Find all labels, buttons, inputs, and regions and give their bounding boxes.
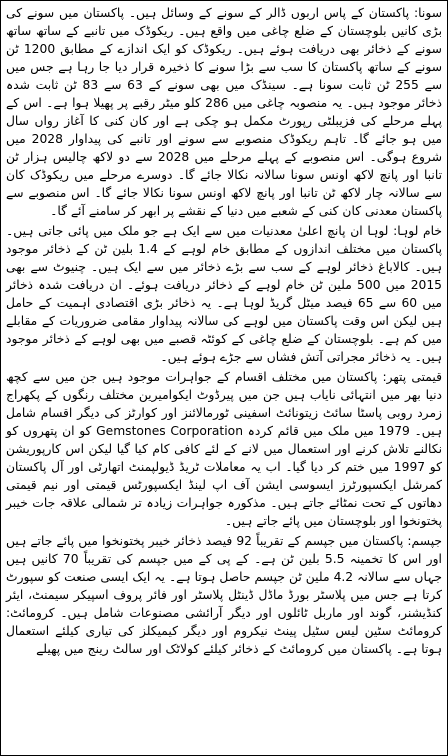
paragraph-gemstones: قیمتی پتھر: پاکستان میں مختلف اقسام کے جواہرات موجود ہیں جن میں سے کچھ دنیا بھر میں انتہائی نایاب ہیں جن میں پیرڈوٹ ایکوامیرین مختلف رنگوں کے پکھراج زمرد روبی پاسٹا سائٹ زیتونائٹ اسفینی ٹورمالائنز اور کوارٹز کی دیگر اقسام شامل ہیں۔ 1979 میں ملک میں قائم کردہ Gemstones Corporation کو ان پتھروں کو نکالنے تلاش کرنے اور استعمال میں لانے کے لئے کافی کام کیا گیا لیکن اس کارپوریشن کو 1997 میں ختم کر دیا گیا۔ اب یہ معاملات ٹریڈ ڈیولپمنٹ اتھارٹی اور آل پاکستان کمرشل ایکسپورٹرز ایسوسی ایشن آف اپ لینڈ ایکسپورٹس قیمتی اور نیم قیمتی دھاتوں کے تحت نمٹائے جاتے ہیں۔ مذکورہ جواہرات زیادہ تر شمالی علاقہ جات خیبر پختونخوا اور بلوچستان میں پائے جاتے ہیں۔ bbox=[6, 370, 442, 528]
paragraph-gold: سونا: پاکستان کے پاس اربوں ڈالر کے سونے کے وسائل ہیں۔ پاکستان میں سونے کی بڑی کانیں بلوچستان کے ضلع چاغی میں واقع ہیں۔ ریکوڈک میں تانبے کے ساتھ ساتھ سونے کے ذخائر بھی دریافت ہوئے ہیں۔ ریکوڈک کو ایک اندازے کے مطابق 1200 ٹن سونے کے ساتھ پاکستان کا سب سے بڑا سونے کا ذخیرہ قرار دیا جا رہا ہے جس میں سے 255 ٹن ثابت سونا ہے۔ سینڈک میں بھی سونے کے 63 سے 83 ٹن ثابت شدہ ذخائر موجود ہیں۔ یہ منصوبہ چاغی میں 286 کلو میٹر رقبے پر پھیلا ہوا ہے۔ اس کے پہلے مرحلے کی فزیبلٹی رپورٹ مکمل ہو چکی ہے اور کان کنی کا آغاز رواں سال میں ہو جائے گا۔ تاہم ریکوڈک منصوبے سے سونے اور تانبے کی پیداوار 2028 میں شروع ہوگی۔ اس منصوبے کے پہلے مرحلے میں 2028 سے دو لاکھ چالیس ہزار ٹن تانبا اور پانچ لاکھ اونس سونا سالانہ نکالا جائے گا۔ دوسرے مرحلے میں ریکوڈک کان سے سالانہ چار لاکھ ٹن تانبا اور پانچ لاکھ اونس سونا نکالا جائے گا۔ اس منصوبے سے پاکستان معدنی کان کنی کے شعبے میں دنیا کے نقشے پر ابھر کر سامنے آئے گا۔ bbox=[6, 6, 443, 218]
paragraph-iron-ore: خام لوہا: لوہا ان پانچ اعلیٰ معدنیات میں سے ایک ہے جو ملک میں پائی جاتی ہیں۔ پاکستان میں مختلف اندازوں کے مطابق خام لوہے کے 1.4 بلین ٹن کے ذخائر موجود ہیں۔ کالاباغ ذخائر لوہے کے سب سے بڑے ذخائر میں سے ایک ہیں۔ چنیوٹ سے بھی 2015 میں 500 ملین ٹن خام لوہے کے ذخائر دریافت ہوئے۔ ان دریافت شدہ ذخائر میں 60 سے 65 فیصد میٹل گریڈ لوہا ہے۔ یہ ذخائر بڑی اقتصادی اہمیت کے حامل ہیں لیکن اس وقت پاکستان میں لوہے کی سالانہ پیداوار مقامی ضروریات کے مقابلے میں کم ہے۔ بلوچستان کے ضلع چاغی کے کوئٹہ قصبے میں بھی لوہے کے ذخائر موجود ہیں۔ یہ ذخائر مجراتی آتش فشاں سے جڑے ہوئے ہیں۔ bbox=[6, 224, 442, 364]
paragraph-gypsum: جپسم: پاکستان میں جپسم کے تقریباً 92 فیصد ذخائر خیبر پختونخوا میں پائے جاتے ہیں اور اس کا تخمینہ 5.5 بلین ٹن ہے۔ کے پی کے میں جپسم کی تقریباً 70 کانیں ہیں جہاں سے سالانہ 4.2 ملین ٹن جپسم حاصل ہوتا ہے۔ یہ ایک ایسی صنعت کو سپورٹ کرتا ہے جس میں پلاسٹر بورڈ ماڈل ڈینٹل پلاسٹر اور فائر پروف اسپیکر سیمنٹ، ایئر کنڈیشنر، گوند اور ماربل ٹائلوں اور دیگر آرائشی مصنوعات شامل ہیں۔ کرومائٹ: کرومائٹ سٹین لیس سٹیل پینٹ نیکروم اور دیگر کیمیکلز کی تیاری کیلئے استعمال ہوتا ہے۔ پاکستان میں کرومائٹ کے ذخائر کیلئے کولاٹک اور سالٹ رینج میں پھیلے bbox=[6, 534, 443, 656]
